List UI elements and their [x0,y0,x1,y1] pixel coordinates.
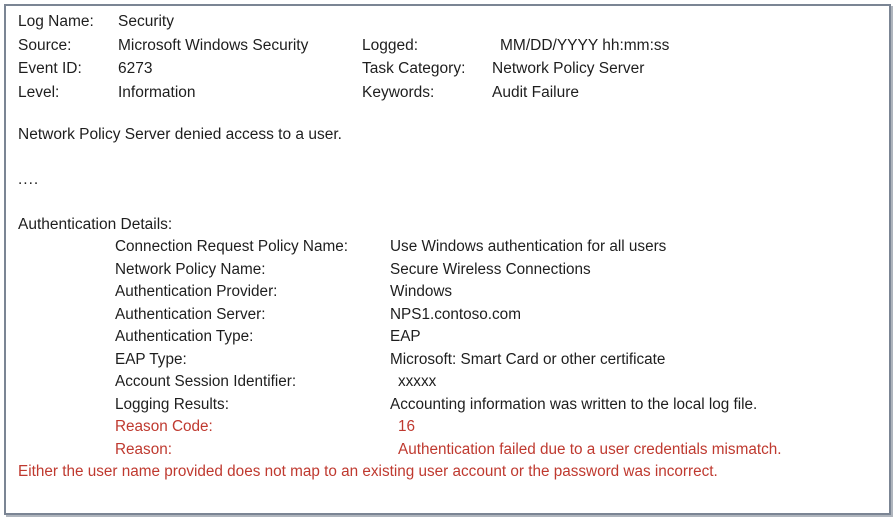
detail-value: Secure Wireless Connections [390,260,591,278]
footer-note: Either the user name provided does not map to an existing user account or the password was incorrect. [18,463,718,480]
detail-value: EAP [390,328,421,345]
event-description: Network Policy Server denied access to a user. [18,126,342,143]
detail-row [18,394,877,417]
task-category-value: Network Policy Server [492,60,645,77]
reason-label: Reason: [115,440,172,458]
log-name-value: Security [118,13,174,30]
event-log-panel [4,4,891,515]
detail-label: Authentication Provider: [115,283,278,300]
logged-label: Logged: [362,36,419,54]
task-category-label: Task Category: [362,60,466,77]
event-id-value: 6273 [118,60,153,77]
log-name-label: Log Name: [18,13,94,30]
detail-label: Authentication Type: [115,328,254,345]
source-label: Source: [18,36,72,54]
reason-code-value: 16 [398,418,416,435]
detail-row [18,371,877,394]
detail-row [18,326,877,349]
keywords-value: Audit Failure [492,83,580,101]
reason-code-label: Reason Code: [115,418,213,435]
detail-label: Account Session Identifier: [115,373,297,390]
detail-value: xxxxx [398,373,437,390]
detail-row [18,259,877,282]
detail-value: Use Windows authentication for all users [390,238,667,255]
reason-value: Authentication failed due to a user credentials mismatch. [398,440,782,458]
authentication-details-list [18,236,877,461]
keywords-label: Keywords: [362,83,435,101]
detail-value: Windows [390,283,453,300]
event-id-label: Event ID: [18,60,82,77]
event-header [18,10,877,104]
detail-value: NPS1.contoso.com [390,305,521,323]
detail-label: Network Policy Name: [115,260,266,278]
level-label: Level: [18,83,60,101]
logged-value: MM/DD/YYYY hh:mm:ss [500,36,670,54]
detail-row-reason [18,439,877,462]
ellipsis-text: .... [18,171,40,188]
detail-row [18,281,877,304]
detail-row [18,349,877,372]
detail-row [18,236,877,259]
source-value: Microsoft Windows Security [118,36,309,54]
detail-value: Accounting information was written to the local log file. [390,395,758,413]
empty-cell [362,10,492,34]
detail-label: Connection Request Policy Name: [115,238,348,255]
detail-label: EAP Type: [115,350,187,368]
detail-label: Authentication Server: [115,305,266,323]
level-value: Information [118,83,196,101]
detail-row [18,304,877,327]
detail-row-reason-code [18,416,877,439]
section-title: Authentication Details: [18,216,173,233]
detail-value: Microsoft: Smart Card or other certificate [390,350,666,368]
detail-label: Logging Results: [115,395,229,413]
empty-cell [492,10,877,34]
